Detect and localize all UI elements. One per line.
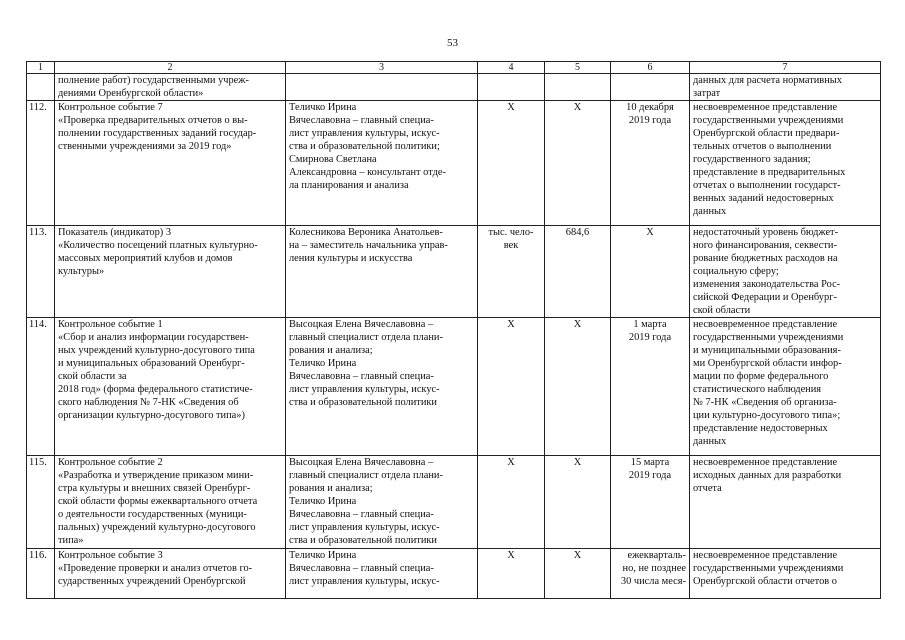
unit-value: Х: [507, 319, 515, 330]
column-header: 2: [55, 62, 286, 74]
risk-text-line: данных для расчета нормативных: [693, 75, 842, 86]
event-cell: [55, 226, 286, 318]
event-cell: [55, 456, 286, 549]
responsible-text-line: лист управления культуры, искус-: [289, 128, 440, 139]
unit-value: Х: [507, 102, 515, 113]
column-header: 1: [27, 62, 55, 74]
table-row: [27, 226, 881, 318]
responsible-text-line: ла планирования и анализа: [289, 180, 409, 191]
risk-text-line: сийской Федерации и Оренбург-: [693, 292, 837, 303]
unit-value: Х: [507, 550, 515, 561]
responsible-cell: [286, 318, 478, 456]
responsible-cell: [286, 549, 478, 599]
unit-cell: [478, 456, 545, 549]
indicator-value: Х: [573, 550, 582, 561]
event-text-line: «Проверка предварительных отчетов о вы-: [58, 115, 248, 126]
risk-text-line: социальную сферу;: [693, 266, 779, 277]
deadline-text-line: но, не позднее: [622, 563, 686, 574]
risks-cell: [690, 549, 881, 599]
responsible-cell: [286, 226, 478, 318]
deadline-text-line: 30 числа меся-: [620, 576, 686, 587]
responsible-text-line: Вячеславовна – главный специа-: [289, 509, 434, 520]
row-number-cell: [27, 74, 55, 101]
row-number-cell: [27, 549, 55, 599]
event-text-line: «Проведение проверки и анализ отчетов го-: [58, 563, 253, 574]
unit-value: Х: [507, 457, 515, 468]
responsible-text-line: Теличко Ирина: [289, 550, 357, 561]
risk-text-line: изменения законодательства Рос-: [693, 279, 841, 290]
responsible-cell: [286, 101, 478, 226]
row-number-cell: [27, 101, 55, 226]
deadline-cell: [611, 101, 690, 226]
table-row: [27, 101, 881, 226]
table-row: [27, 549, 881, 599]
column-number-row: [27, 62, 881, 74]
risk-text-line: исходных данных для разработки: [693, 470, 842, 481]
event-text-line: культуры»: [58, 266, 105, 277]
column-header: 7: [690, 62, 881, 74]
risk-text-line: тельных отчетов о выполнении: [693, 141, 832, 152]
deadline-cell: [611, 318, 690, 456]
risk-text-line: ного финансирования, секвести-: [693, 240, 837, 251]
event-text-line: сударственных учреждений Оренбургской: [58, 576, 246, 587]
table-row: [27, 318, 881, 456]
risk-text-line: представление недостоверных: [693, 423, 828, 434]
deadline-text-line: 15 марта: [630, 457, 670, 468]
risk-text-line: Оренбургской области отчетов о: [693, 576, 837, 587]
table-row: [27, 456, 881, 549]
responsible-text-line: лист управления культуры, искус-: [289, 576, 440, 587]
risks-cell: [690, 226, 881, 318]
responsible-text-line: Теличко Ирина: [289, 358, 357, 369]
value-cell: [545, 226, 611, 318]
event-text-line: ской области за: [58, 371, 127, 382]
responsible-text-line: Вячеславовна – главный специа-: [289, 371, 434, 382]
deadline-text-line: ежекварталь-: [627, 550, 686, 561]
event-text-line: Показатель (индикатор) 3: [58, 227, 172, 238]
responsible-text-line: ства и образовательной политики: [289, 397, 437, 408]
responsible-text-line: Высоцкая Елена Вячеславовна –: [289, 457, 434, 468]
deadline-text-line: 2019 года: [628, 332, 672, 343]
event-text-line: типа»: [58, 535, 84, 546]
event-text-line: пальных) учреждений культурно-досугового: [58, 522, 256, 533]
risk-text-line: № 7-НК «Сведения об организа-: [693, 397, 837, 408]
risk-text-line: данных: [693, 436, 727, 447]
event-text-line: ского наблюдения № 7-НК «Сведения об: [58, 397, 239, 408]
responsible-text-line: главный специалист отдела плани-: [289, 470, 443, 481]
responsible-text-line: ства и образовательной политики;: [289, 141, 440, 152]
table-row: [27, 74, 881, 101]
event-text-line: полнении государственных заданий государ-: [58, 128, 257, 139]
unit-cell: [478, 226, 545, 318]
risk-text-line: Оренбургской области предвари-: [693, 128, 840, 139]
risks-cell: [690, 101, 881, 226]
value-cell: [545, 101, 611, 226]
event-text-line: ской области формы ежеквартального отчета: [58, 496, 258, 507]
risk-text-line: венных заданий недостоверных: [693, 193, 834, 204]
risk-text-line: недостаточный уровень бюджет-: [693, 227, 839, 238]
deadline-cell: [611, 549, 690, 599]
page-number: 53: [447, 37, 458, 49]
responsible-text-line: лист управления культуры, искус-: [289, 384, 440, 395]
risks-cell: [690, 456, 881, 549]
event-text-line: Контрольное событие 1: [58, 319, 163, 330]
row-number-cell: [27, 226, 55, 318]
responsible-text-line: Колесникова Вероника Анатольев-: [289, 227, 443, 238]
responsible-text-line: Смирнова Светлана: [289, 154, 377, 165]
event-text-line: организации культурно-досугового типа»): [58, 410, 245, 421]
unit-cell: [478, 74, 545, 101]
responsible-text-line: на – заместитель начальника управ-: [289, 240, 448, 251]
row-number: 114.: [29, 319, 47, 330]
value-cell: [545, 456, 611, 549]
event-cell: [55, 101, 286, 226]
responsible-text-line: Вячеславовна – главный специа-: [289, 115, 434, 126]
event-cell: [55, 74, 286, 101]
risks-cell: [690, 74, 881, 101]
risk-text-line: государственными учреждениями: [693, 115, 844, 126]
risk-text-line: отчета: [693, 483, 722, 494]
risk-text-line: несвоевременное представление: [693, 319, 838, 330]
event-cell: [55, 549, 286, 599]
event-text-line: Контрольное событие 7: [58, 102, 163, 113]
value-cell: [545, 74, 611, 101]
indicator-value: Х: [573, 457, 582, 468]
event-text-line: массовых мероприятий клубов и домов: [58, 253, 233, 264]
deadline-cell: [611, 226, 690, 318]
risk-text-line: статистического наблюдения: [693, 384, 822, 395]
risks-cell: [690, 318, 881, 456]
unit-value: тыс. чело- век: [488, 227, 534, 251]
risk-text-line: государственными учреждениями: [693, 563, 844, 574]
risk-text-line: несвоевременное представление: [693, 550, 838, 561]
risk-text-line: несвоевременное представление: [693, 457, 838, 468]
row-number-cell: [27, 456, 55, 549]
deadline-text-line: Х: [646, 227, 654, 238]
responsible-text-line: Теличко Ирина: [289, 496, 357, 507]
responsible-cell: [286, 74, 478, 101]
deadline-text-line: 10 декабря: [626, 102, 674, 113]
responsible-text-line: Вячеславовна – главный специа-: [289, 563, 434, 574]
unit-cell: [478, 101, 545, 226]
responsible-text-line: лист управления культуры, искус-: [289, 522, 440, 533]
unit-cell: [478, 549, 545, 599]
column-header: 6: [611, 62, 690, 74]
risk-text-line: представление в предварительных: [693, 167, 846, 178]
event-text-line: «Количество посещений платных культурно-: [58, 240, 258, 251]
event-text-line: Контрольное событие 3: [58, 550, 163, 561]
risk-text-line: ции культурно-досугового типа»;: [693, 410, 841, 421]
risk-text-line: отчетах о выполнении государст-: [693, 180, 841, 191]
risk-text-line: затрат: [693, 88, 721, 99]
responsible-text-line: Александровна – консультант отде-: [289, 167, 446, 178]
event-text-line: Контрольное событие 2: [58, 457, 163, 468]
row-number: 113.: [29, 227, 47, 238]
risk-text-line: и муниципальными образования-: [693, 345, 841, 356]
deadline-text-line: 1 марта: [633, 319, 667, 330]
row-number: 116.: [29, 550, 47, 561]
risk-text-line: государственного задания;: [693, 154, 811, 165]
responsible-text-line: Высоцкая Елена Вячеславовна –: [289, 319, 434, 330]
event-text-line: о деятельности государственных (муници-: [58, 509, 247, 520]
responsible-text-line: ства и образовательной политики: [289, 535, 437, 546]
event-text-line: ственными учреждениями за 2019 год»: [58, 141, 232, 152]
event-text-line: стра культуры и внешних связей Оренбург-: [58, 483, 251, 494]
column-header: 3: [286, 62, 478, 74]
risk-text-line: данных: [693, 206, 727, 217]
column-header: 5: [545, 62, 611, 74]
risk-text-line: ми Оренбургской области инфор-: [693, 358, 842, 369]
responsible-text-line: рования и анализа;: [289, 345, 373, 356]
responsible-text-line: Теличко Ирина: [289, 102, 357, 113]
row-number-cell: [27, 318, 55, 456]
risk-text-line: ской области: [693, 305, 751, 316]
event-text-line: ных учреждений культурно-досугового типа: [58, 345, 255, 356]
deadline-cell: [611, 74, 690, 101]
event-text-line: 2018 год» (форма федерального статистиче-: [58, 384, 253, 395]
event-text-line: дениями Оренбургской области»: [58, 88, 204, 99]
deadline-text-line: 2019 года: [628, 470, 672, 481]
indicator-value: Х: [573, 319, 582, 330]
event-text-line: «Сбор и анализ информации государствен-: [58, 332, 249, 343]
risk-text-line: несвоевременное представление: [693, 102, 838, 113]
event-text-line: полнение работ) государственными учреж-: [58, 75, 249, 86]
deadline-cell: [611, 456, 690, 549]
risk-text-line: мации по форме федерального: [693, 371, 829, 382]
event-text-line: «Разработка и утверждение приказом мини-: [58, 470, 254, 481]
table-body: [27, 74, 881, 599]
responsible-text-line: главный специалист отдела плани-: [289, 332, 443, 343]
event-text-line: и муниципальных образований Оренбург-: [58, 358, 245, 369]
responsible-text-line: ления культуры и искусства: [289, 253, 413, 264]
plan-table: [26, 61, 881, 599]
indicator-value: Х: [573, 102, 582, 113]
risk-text-line: рование бюджетных расходов на: [693, 253, 838, 264]
value-cell: [545, 549, 611, 599]
responsible-text-line: рования и анализа;: [289, 483, 373, 494]
unit-cell: [478, 318, 545, 456]
indicator-value: 684,6: [565, 227, 590, 238]
risk-text-line: государственными учреждениями: [693, 332, 844, 343]
responsible-cell: [286, 456, 478, 549]
deadline-text-line: 2019 года: [628, 115, 672, 126]
event-cell: [55, 318, 286, 456]
row-number: 115.: [29, 457, 47, 468]
column-header: 4: [478, 62, 545, 74]
row-number: 112.: [29, 102, 47, 113]
value-cell: [545, 318, 611, 456]
